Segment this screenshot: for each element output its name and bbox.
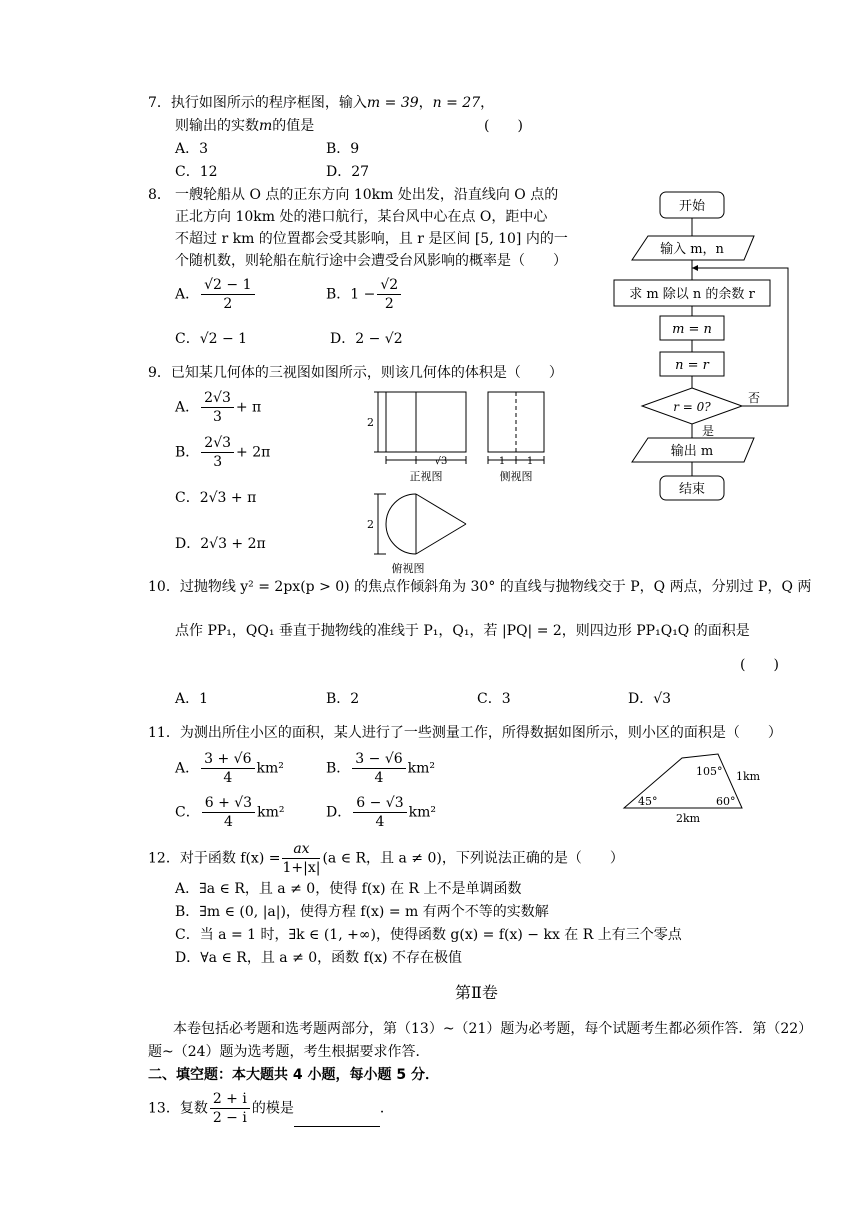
q13-fraction [210,1090,250,1127]
front-height-label: 2 [367,416,374,429]
q13-fraction-denominator: 2 − i [212,1110,247,1126]
q13-stem [148,1090,394,1127]
flow-step3-label: n = r [675,358,709,373]
q11-option-c-fraction [202,794,255,831]
q9-option-c-value: 2√3 + π [199,490,257,506]
angle-60-label: 60° [716,795,736,808]
q10-option-c: C．3 [477,691,511,707]
q8-option-a-fraction [201,276,254,313]
q9-option-b-denominator: 3 [213,454,223,470]
q8-line-1: 一艘轮船从 O 点的正东方向 10km 处出发，沿直线向 O 点的 [175,187,559,203]
q11-option-d-label: D． [326,804,352,821]
q7-number: 7． [148,95,171,111]
q7-line2-m: m [259,118,273,134]
flow-start-label: 开始 [678,199,706,214]
flow-step1-label: 求 m 除以 n 的余数 r [629,287,755,302]
q11-option-c-denominator: 4 [223,814,233,830]
q11-option-b-label: B． [326,760,351,777]
q8-option-b-fraction [377,276,401,313]
q7-stem [148,94,494,112]
q10-number: 10． [148,579,180,595]
front-view-caption: 正视图 [409,470,443,483]
q7-line2-tail: 的值是 [272,118,315,134]
q9-option-c [175,489,256,507]
flow-output-label: 输出 m [670,444,714,459]
q8-line-4: 个随机数，则轮船在航行途中会遭受台风影响的概率是（ ） [175,253,567,269]
q10-answer-paren: ( ) [740,657,779,673]
q11-option-a-label: A． [175,760,200,777]
flow-input-label: 输入 m，n [660,242,724,257]
section-heading: 二、填空题：本大题共 4 小题，每小题 5 分． [148,1067,439,1083]
q13-prefix: 复数 [179,1100,208,1117]
q8-option-b-prefix: 1 − [350,286,376,303]
q13-answer-blank[interactable] [294,1112,380,1127]
q7-n-value: n = 27 [432,95,481,111]
q9-option-a-tail: + π [235,399,262,416]
side-width-label-2: 1 [526,456,534,467]
q7-tail: ， [480,95,495,111]
q13-fraction-numerator: 2 + i [210,1090,250,1109]
flow-condition-label: r = 0? [673,400,711,414]
top-view-edge-upper [416,494,466,524]
part2-title: 第Ⅱ卷 [455,983,498,1002]
part2-intro-line2: 题~（24）题为选考题，考生根据要求作答． [148,1044,430,1060]
q11-option-a-fraction [201,750,254,787]
q9-option-a-numerator: 2√3 [201,389,234,408]
q8-option-a-denominator: 2 [223,296,233,312]
q11-option-b-unit: km² [407,760,436,777]
q8-option-c-label: C． [175,331,200,347]
q12-fraction-denominator: 1+|x| [282,860,321,876]
top-view-edge-lower [416,524,466,554]
q7-answer-paren: ( ) [484,118,523,134]
q11-option-c-unit: km² [257,804,285,821]
q10-option-a: A．1 [175,691,209,707]
q8-option-a-label: A． [175,286,200,303]
angle-45-label: 45° [638,795,658,808]
q9-option-c-label: C． [175,490,200,506]
q13-period: ． [379,1100,394,1117]
q9-stem [148,364,563,382]
q12-option-c: C．当 a = 1 时，∃k ∈ (1, +∞)，使得函数 g(x) = f(x) − kx 在 R 上有三个零点 [175,927,682,943]
q10-option-b: B．2 [326,691,360,707]
q11-stem [148,724,782,742]
q11-option-d-denominator: 4 [375,814,385,830]
q7-line2-text: 则输出的实数 [175,118,259,134]
top-view-caption: 俯视图 [391,562,425,575]
q12-fraction [282,840,320,877]
q8-option-c-value: √2 − 1 [199,331,248,347]
quadrilateral-figure [616,748,776,826]
top-view-semicircle [386,494,416,554]
q10-line1-text: 过抛物线 y² = 2px(p > 0) 的焦点作倾斜角为 30° 的直线与抛物线交于 P，Q 两点，分别过 P，Q 两 [179,579,812,595]
q11-option-b-numerator: 3 − √6 [352,750,405,769]
q12-option-a: A．∃a ∈ R，且 a ≠ 0，使得 f(x) 在 R 上不是单调函数 [175,881,522,897]
q9-option-b-tail: + 2π [236,444,271,461]
side-2km-label: 2km [676,812,701,825]
q9-number: 9． [148,365,171,381]
q12-text-a: 对于函数 f(x) = [179,850,281,867]
front-view-outline [386,392,466,452]
q7-stem-line2 [175,117,314,135]
q12-option-b: B．∃m ∈ (0, |a|)，使得方程 f(x) = m 有两个不等的实数解 [175,904,549,920]
q9-option-a [175,389,261,426]
q8-option-a-numerator: √2 − 1 [201,276,254,295]
q7-m-value: m = 39 [366,95,419,111]
q10-stem-line1 [148,578,811,596]
flow-no-label: 否 [748,391,761,405]
q7-sep: ， [418,95,433,111]
q13-suffix: 的模是 [251,1100,294,1117]
flow-loop-arrowhead [692,265,698,271]
q11-text: 为测出所住小区的面积，某人进行了一些测量工作，所得数据如图所示，则小区的面积是（ ） [179,725,782,741]
side-view-caption: 侧视图 [499,470,533,483]
q8-line-3: 不超过 r km 的位置都会受其影响，且 r 是区间 [5, 10] 内的一 [175,231,568,247]
q8-line-2: 正北方向 10km 处的港口航行，某台风中心在点 O，距中心 [175,209,548,225]
q8-option-d [330,330,403,348]
q11-option-c [175,794,284,831]
q9-option-b [175,434,270,471]
q9-option-d-value: 2√3 + 2π [200,536,266,552]
q8-option-b [326,276,403,313]
angle-105-label: 105° [696,765,723,778]
q12-stem [148,840,624,877]
q9-option-d-label: D． [175,536,201,552]
top-height-label: 2 [367,518,374,531]
q9-option-a-denominator: 3 [213,409,222,425]
q8-option-d-label: D． [330,331,356,347]
q7-option-a: A．3 [175,141,209,157]
q9-option-a-fraction [201,389,234,426]
q8-option-b-denominator: 2 [384,296,394,312]
q12-fraction-numerator: ax [282,840,320,859]
q11-option-c-numerator: 6 + √3 [202,794,255,813]
q7-option-d: D．27 [326,164,370,180]
q10-option-d: D．√3 [628,691,672,707]
flow-yes-label: 是 [702,424,715,438]
three-view-figure [368,384,558,576]
q12-number: 12． [148,850,180,867]
q9-option-b-fraction [201,434,234,471]
q7-option-b: B．9 [326,141,360,157]
q11-option-b-denominator: 4 [374,770,384,786]
q12-text-b: (a ∈ R，且 a ≠ 0)，下列说法正确的是（ ） [322,850,624,867]
q8-number: 8． [148,187,171,203]
q10-stem-line2: 点作 PP₁，QQ₁ 垂直于抛物线的准线于 P₁，Q₁，若 |PQ| = 2，则四边形 PP₁Q₁Q 的面积是 [175,623,750,639]
q7-text: 执行如图所示的程序框图，输入 [170,95,367,111]
q8-option-a [175,276,257,313]
q7-option-c: C．12 [175,164,218,180]
q11-option-d-fraction [353,794,406,831]
q8-option-b-label: B． [326,286,351,303]
q11-option-c-label: C． [175,804,200,821]
q11-number: 11． [148,725,180,741]
q11-option-b [326,750,435,787]
q11-option-a [175,750,284,787]
q11-option-a-denominator: 4 [223,770,233,786]
side-width-label-1: 1 [498,456,506,467]
q9-option-b-label: B． [175,444,200,461]
q11-option-d [326,794,436,831]
q11-option-a-unit: km² [256,760,284,777]
flow-step2-label: m = n [672,322,712,337]
part2-intro-line1: 本卷包括必考题和选考题两部分，第（13）~（21）题为必考题，每个试题考生都必须作答．第（22） [173,1021,813,1037]
q9-option-b-numerator: 2√3 [201,434,234,453]
q13-number: 13． [148,1100,180,1117]
side-1km-label: 1km [736,770,761,783]
q11-option-d-unit: km² [408,804,436,821]
front-width-sqrt3-label: √3 [434,456,448,467]
q12-option-d: D．∀a ∈ R，且 a ≠ 0，函数 f(x) 不存在极值 [175,950,463,966]
q9-text: 已知某几何体的三视图如图所示，则该几何体的体积是（ ） [170,365,563,381]
q8-option-d-value: 2 − √2 [355,331,403,347]
q9-option-d [175,535,266,553]
q8-option-b-numerator: √2 [377,276,401,295]
q9-option-a-label: A． [175,399,200,416]
q8-option-c [175,330,247,348]
flow-end-label: 结束 [678,482,706,497]
q11-option-d-numerator: 6 − √3 [353,794,406,813]
flowchart [626,188,826,506]
q11-option-b-fraction [352,750,405,787]
q11-option-a-numerator: 3 + √6 [201,750,254,769]
